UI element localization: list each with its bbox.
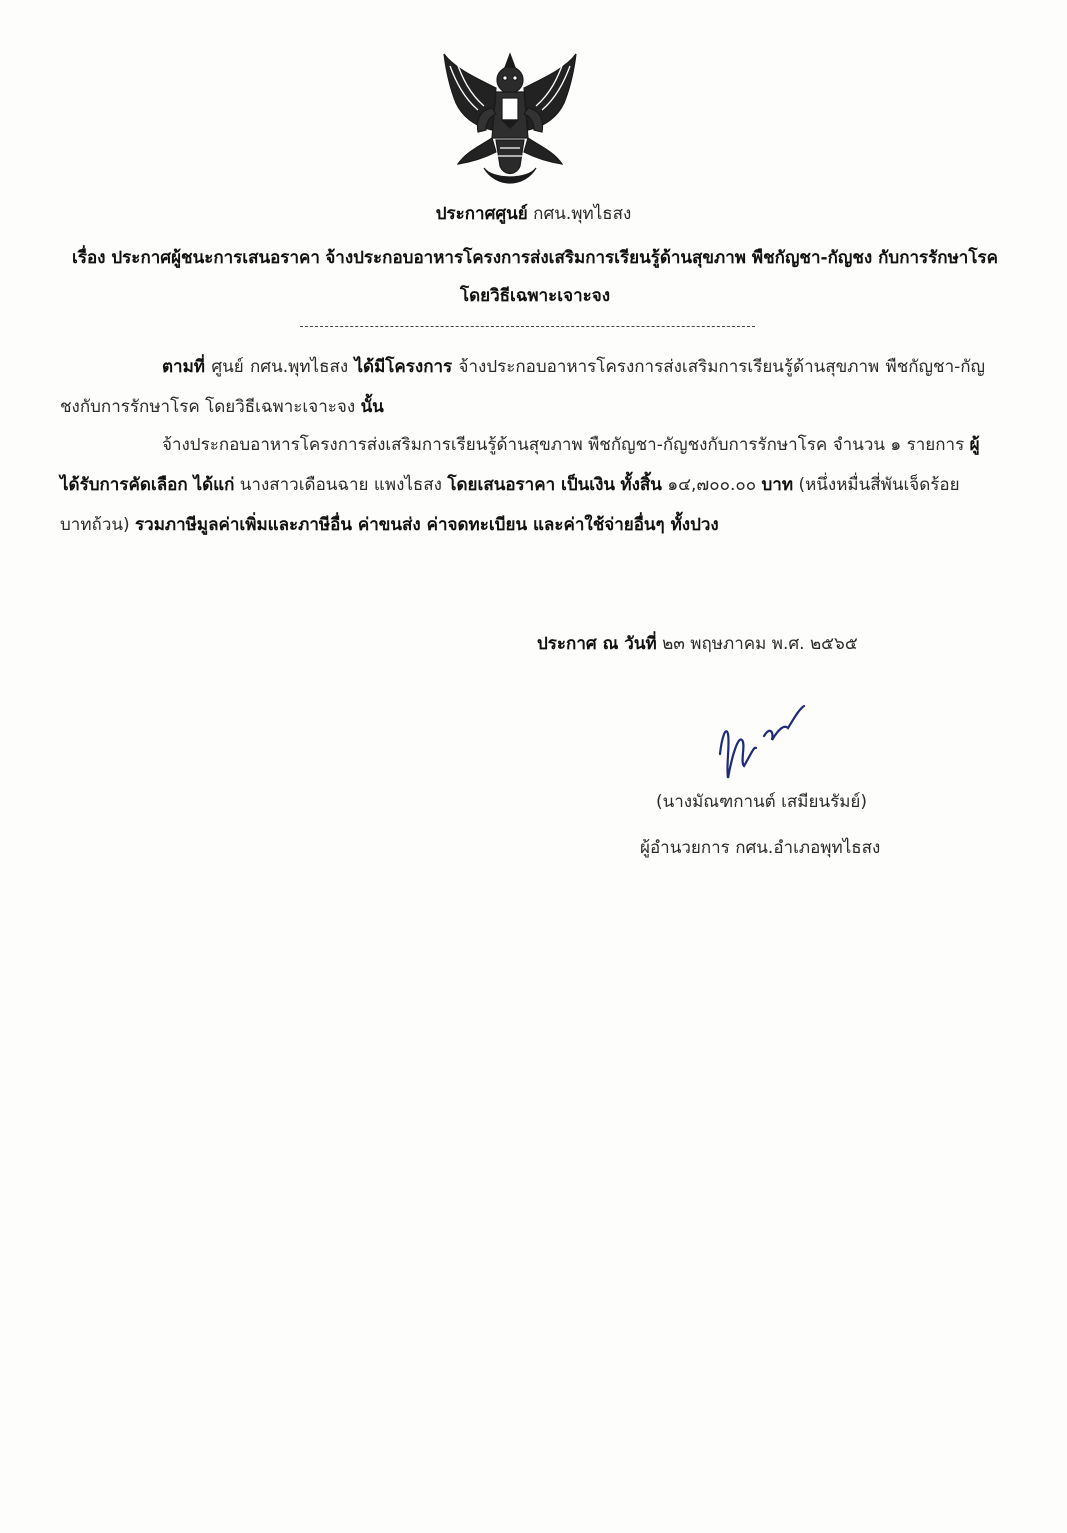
handwritten-signature-icon [712,696,822,786]
p2-baht-label: บาท [761,475,794,495]
p2-tax-note: รวมภาษีมูลค่าเพิ่มและภาษีอื่น ค่าขนส่ง ค่าจดทะเบียน และค่าใช้จ่ายอื่นๆ ทั้งปวง [135,515,719,535]
p2-amount: ๑๔,๗๐๐.๐๐ [667,475,757,495]
p1-agency: ศูนย์ กศน.พุทไธสง [211,357,349,377]
date-value: ๒๓ พฤษภาคม พ.ศ. ๒๕๖๕ [662,634,858,654]
subject-text: จ้างประกอบอาหารโครงการส่งเสริมการเรียนรู้ด้านสุขภาพ พืชกัญชา-กัญชง กับการรักษาโรค โดยวิธีเฉพาะเจาะจง [325,248,998,306]
title-rest: กศน.พุทไธสง [533,204,632,224]
date-label: ประกาศ ณ วันที่ [537,634,657,654]
signatory-name: (นางมัณฑกานต์ เสมียนรัมย์) [656,792,867,812]
p2-amount-words: (หนึ่งหมื่นสี่พันเจ็ดร้อยบาทถ้วน) [60,475,960,535]
paragraph-intro [60,347,985,427]
p2-item: จ้างประกอบอาหารโครงการส่งเสริมการเรียนรู้ด้านสุขภาพ พืชกัญชา-กัญชงกับการรักษาโรค จำนวน ๑ รายการ [162,435,965,455]
p1-bold2: ได้มีโครงการ [354,357,453,377]
divider [300,326,755,327]
p1-bold1: ตามที่ [162,357,205,377]
p2-selected-label: ผู้ได้รับการคัดเลือก ได้แก่ [60,435,980,495]
p1-bold3: นั้น [360,397,384,417]
signatory-position: ผู้อำนวยการ กศน.อำเภอพุทไธสง [640,838,881,858]
p2-winner: นางสาวเดือนฉาย แพงไธสง [239,475,442,495]
announcement-title [0,200,1067,227]
announcement-date-line [537,630,858,657]
garuda-emblem-icon [436,48,584,196]
subject-lead: เรื่อง ประกาศผู้ชนะการเสนอราคา [72,248,320,268]
p1-project: จ้างประกอบอาหารโครงการส่งเสริมการเรียนรู้ด้านสุขภาพ พืชกัญชา-กัญชงกับการรักษาโรค โดยวิธีเฉพาะเจาะจง [60,357,986,417]
p2-offer-label: โดยเสนอราคา เป็นเงิน [447,475,616,495]
announcement-subject [60,239,1010,315]
p2-total-label: ทั้งสิ้น [620,475,662,495]
title-bold: ประกาศศูนย์ [435,204,528,224]
paragraph-award [60,425,985,545]
